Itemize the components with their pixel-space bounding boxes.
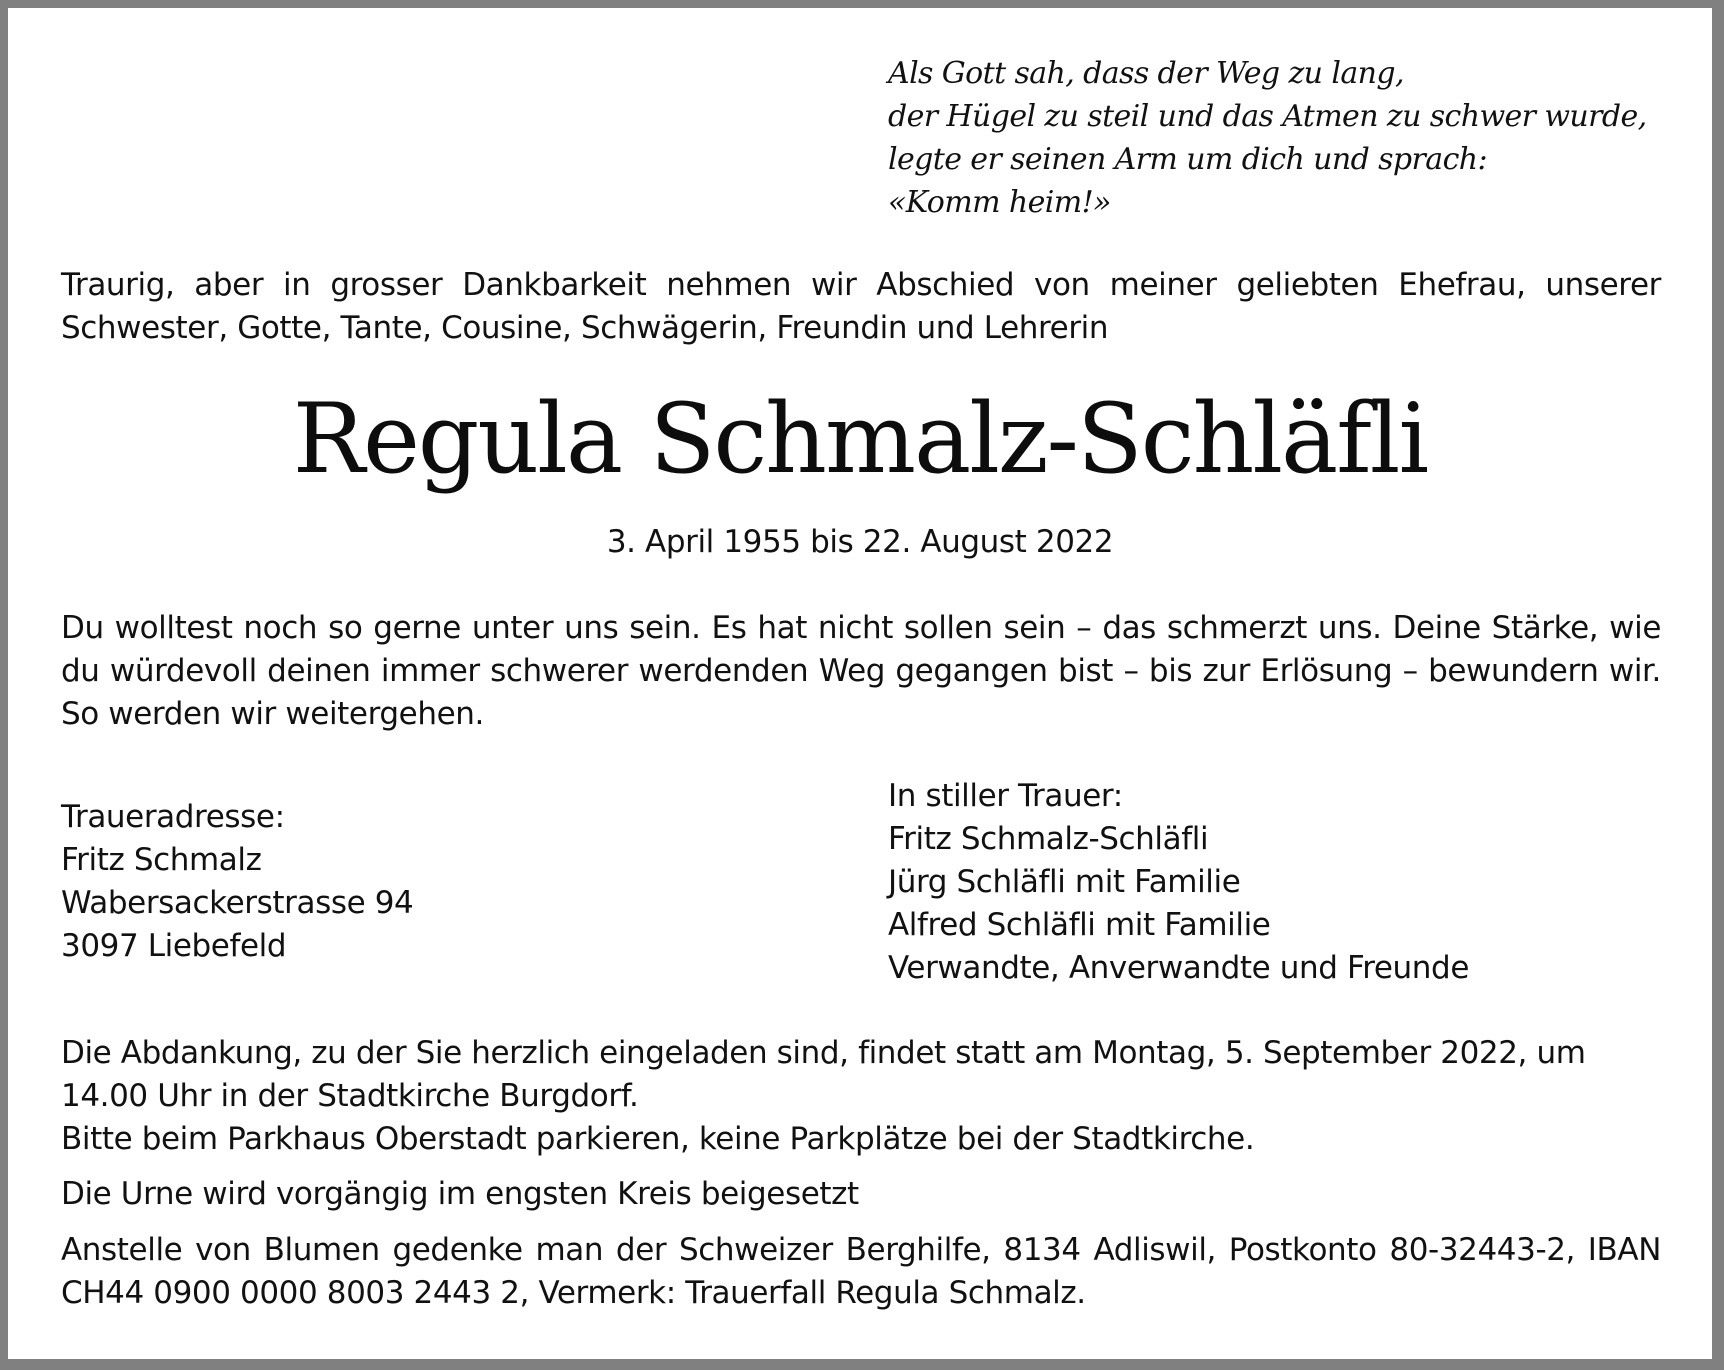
parking-info: Bitte beim Parkhaus Oberstadt parkieren, keine Parkplätze bei der Stadtkirche.: [61, 1121, 1255, 1157]
deceased-name: Regula Schmalz-Schläfli: [292, 383, 1428, 495]
service-info: Die Abdankung, zu der Sie herzlich eingeladen sind, findet statt am Montag, 5. September 2022, um 14.00 Uhr in der Stadtkirche Burgdorf.: [61, 1035, 1586, 1114]
urn-info: Die Urne wird vorgängig im engsten Kreis beigesetzt: [61, 1176, 859, 1212]
obituary-notice: [8, 8, 1712, 1359]
address-line: Fritz Schmalz: [61, 842, 262, 878]
farewell-message: Du wolltest noch so gerne unter uns sein. Es hat nicht sollen sein – das schmerzt uns. Deine Stärke, wie du würdevoll deinen immer schwerer werdenden Weg gegangen bist – bis zur Erlösung – bewundern wir. So werden wir weitergehen.: [61, 610, 1661, 732]
mourners-heading: In stiller Trauer:: [888, 778, 1123, 814]
poem-line: «Komm heim!»: [888, 185, 1111, 220]
address-heading: Traueradresse:: [61, 799, 285, 835]
mourning-address: [61, 796, 761, 968]
intro-text: Traurig, aber in grosser Dankbarkeit nehmen wir Abschied von meiner geliebten Ehefrau, unserer Schwester, Gotte, Tante, Cousine, Schwägerin, Freundin und Lehrerin: [61, 267, 1661, 346]
address-line: Wabersackerstrasse 94: [61, 885, 414, 921]
poem: [888, 52, 1688, 224]
donation-info: Anstelle von Blumen gedenke man der Schweizer Berghilfe, 8134 Adliswil, Postkonto 80-32443-2, IBAN CH44 0900 0000 8003 2443 2, Vermerk: Trauerfall Regula Schmalz.: [61, 1232, 1661, 1311]
mourner-entry: Alfred Schläfli mit Familie: [888, 907, 1271, 943]
mourner-entry: Verwandte, Anverwandte und Freunde: [888, 950, 1469, 986]
address-line: 3097 Liebefeld: [61, 928, 287, 964]
poem-line: Als Gott sah, dass der Weg zu lang,: [888, 56, 1404, 91]
mourner-entry: Fritz Schmalz-Schläfli: [888, 821, 1209, 857]
life-dates: 3. April 1955 bis 22. August 2022: [606, 524, 1114, 560]
poem-line: der Hügel zu steil und das Atmen zu schwer wurde,: [888, 99, 1647, 134]
mourners-list: [888, 775, 1688, 990]
mourner-entry: Jürg Schläfli mit Familie: [888, 864, 1241, 900]
poem-line: legte er seinen Arm um dich und sprach:: [888, 142, 1487, 177]
